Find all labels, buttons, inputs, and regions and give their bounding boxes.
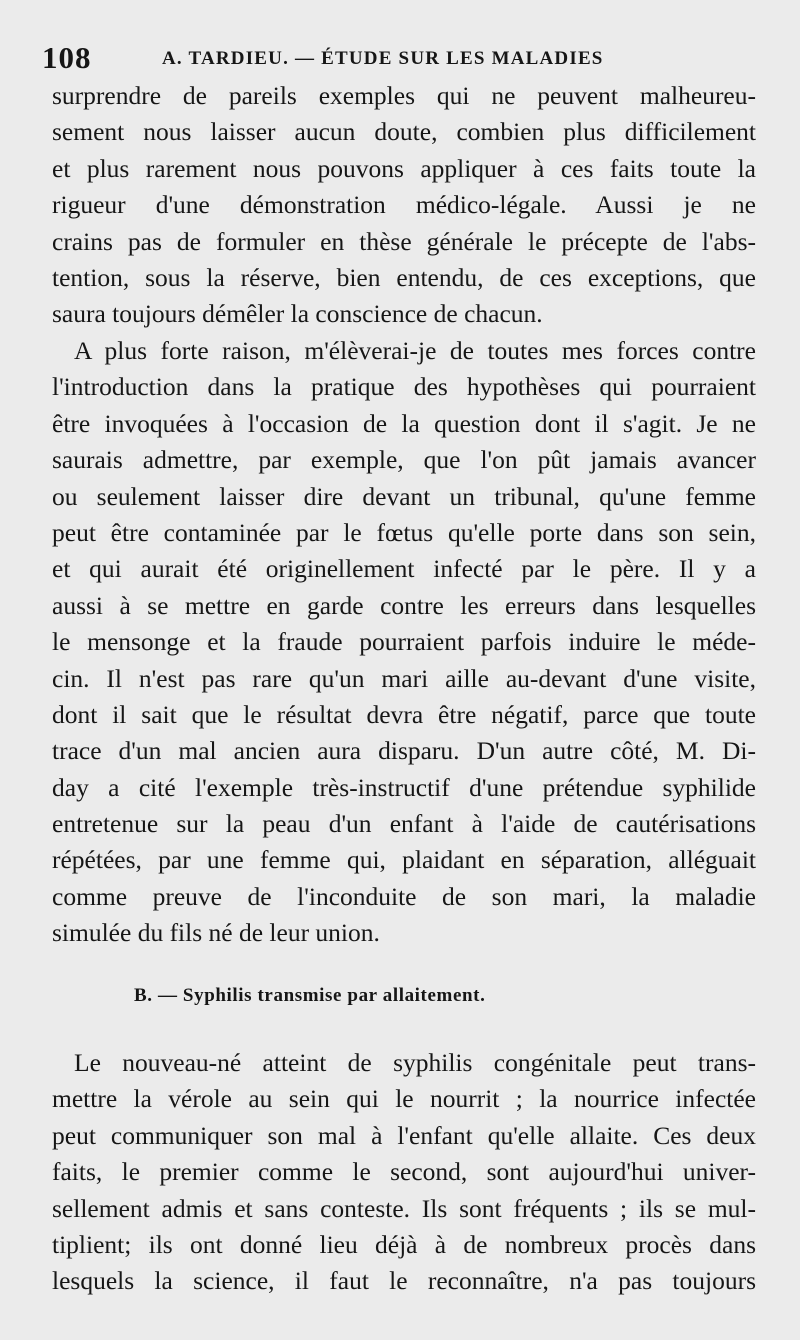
- text-line: day a cité l'exemple très-instructif d'une prétendue syphilide: [52, 772, 756, 802]
- running-header: [42, 40, 762, 76]
- text-line: surprendre de pareils exemples qui ne peuvent malheureu-: [52, 81, 756, 110]
- text-line: répétées, par une femme qui, plaidant en séparation, alléguait: [52, 845, 756, 875]
- text-line: et qui aurait été originellement infecté par le père. Il y a: [52, 554, 756, 584]
- text-line: être invoquées à l'occasion de la question dont il s'agit. Je ne: [52, 408, 756, 438]
- text-line: crains pas de formuler en thèse générale le précepte de l'abs-: [52, 226, 756, 256]
- text-line: mettre la vérole au sein qui le nourrit ; la nourrice infectée: [52, 1084, 756, 1114]
- text-line: peut être contaminée par le fœtus qu'elle porte dans son sein,: [52, 517, 756, 547]
- text-line: ou seulement laisser dire devant un tribunal, qu'une femme: [52, 481, 756, 511]
- section-heading: B. — Syphilis transmise par allaitement.: [134, 985, 486, 1006]
- text-line: dont il sait que le résultat devra être négatif, parce que toute: [52, 699, 756, 729]
- text-line: l'introduction dans la pratique des hypothèses qui pourraient: [52, 372, 756, 402]
- text-line: rigueur d'une démonstration médico-légale. Aussi je ne: [52, 190, 756, 220]
- paragraph-2: [52, 333, 756, 952]
- running-title: A. TARDIEU. — ÉTUDE SUR LES MALADIES: [162, 48, 604, 69]
- text-line: saurais admettre, par exemple, que l'on pût jamais avancer: [52, 445, 756, 475]
- text-line: sement nous laisser aucun doute, combien plus difficilement: [52, 117, 756, 147]
- text-line: saura toujours démêler la conscience de chacun.: [52, 299, 543, 329]
- text-line: et plus rarement nous pouvons appliquer à ces faits toute la: [52, 153, 756, 183]
- text-line: aussi à se mettre en garde contre les erreurs dans lesquelles: [52, 590, 756, 620]
- text-line: le mensonge et la fraude pourraient parfois induire le méde-: [52, 627, 756, 657]
- text-line: tiplient; ils ont donné lieu déjà à de nombreux procès dans: [52, 1229, 756, 1259]
- text-line: lesquels la science, il faut le reconnaître, n'a pas toujours: [52, 1266, 756, 1296]
- text-line: cin. Il n'est pas rare qu'un mari aille au-devant d'une visite,: [52, 663, 756, 693]
- text-line: peut communiquer son mal à l'enfant qu'elle allaite. Ces deux: [52, 1120, 756, 1150]
- text-line: comme preuve de l'inconduite de son mari, la maladie: [52, 881, 756, 911]
- page-number: 108: [42, 40, 92, 75]
- text-line: sellement admis et sans conteste. Ils sont fréquents ; ils se mul-: [52, 1193, 756, 1223]
- text-line: trace d'un mal ancien aura disparu. D'un autre côté, M. Di-: [52, 736, 756, 766]
- text-line: simulée du fils né de leur union.: [52, 918, 380, 948]
- text-line: A plus forte raison, m'élèverai-je de toutes mes forces contre: [74, 336, 756, 365]
- text-line: entretenue sur la peau d'un enfant à l'aide de cautérisations: [52, 809, 756, 839]
- paragraph-1: [52, 78, 756, 333]
- text-line: tention, sous la réserve, bien entendu, de ces exceptions, que: [52, 262, 756, 292]
- text-line: faits, le premier comme le second, sont aujourd'hui univer-: [52, 1157, 756, 1187]
- paragraph-3: [52, 1045, 756, 1300]
- text-line: Le nouveau-né atteint de syphilis congénitale peut trans-: [74, 1048, 756, 1077]
